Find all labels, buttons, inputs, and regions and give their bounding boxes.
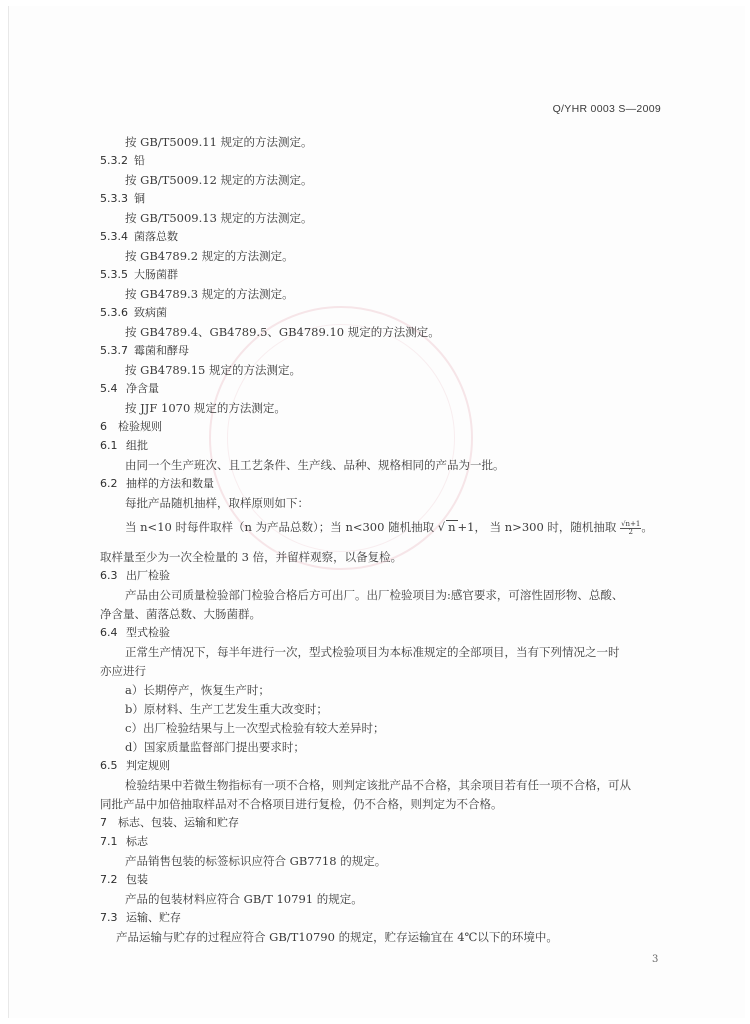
list-item: a）长期停产，恢复生产时；: [125, 683, 270, 697]
body-line: 按 GB/T5009.13 规定的方法测定。: [125, 211, 313, 225]
section-heading: 6.2 抽样的方法和数量: [100, 477, 214, 490]
chapter-heading: 7 标志、包装、运输和贮存: [100, 816, 239, 829]
section-heading: 5.3.5 大肠菌群: [100, 268, 178, 281]
body-line: 产品由公司质量检验部门检验合格后方可出厂。出厂检验项目为:感官要求，可溶性固形物、总酸、: [125, 588, 624, 602]
list-item: d）国家质量监督部门提出要求时；: [125, 740, 305, 754]
section-heading: 5.3.7 霉菌和酵母: [100, 344, 189, 357]
section-heading: 5.3.4 菌落总数: [100, 230, 178, 243]
page-number: 3: [652, 954, 659, 965]
body-line: 正常生产情况下，每半年进行一次，型式检验项目为本标准规定的全部项目，当有下列情况之一时: [125, 645, 620, 659]
section-heading: 5.3.2 铅: [100, 154, 145, 167]
section-heading: 5.3.6 致病菌: [100, 306, 167, 319]
list-item: c）出厂检验结果与上一次型式检验有较大差异时；: [125, 721, 385, 735]
list-item: b）原材料、生产工艺发生重大改变时；: [125, 702, 328, 716]
body-line: 按 GB/T5009.11 规定的方法测定。: [125, 135, 313, 149]
section-heading: 7.2 包装: [100, 873, 148, 886]
chapter-heading: 6 检验规则: [100, 420, 162, 433]
body-line: 亦应进行: [100, 664, 146, 678]
section-heading: 5.3.3 铜: [100, 192, 145, 205]
section-heading: 6.4 型式检验: [100, 626, 170, 639]
body-line: 按 GB4789.3 规定的方法测定。: [125, 287, 294, 301]
section-heading: 6.5 判定规则: [100, 759, 170, 772]
body-line: 每批产品随机抽样，取样原则如下：: [125, 496, 309, 510]
document-page: [8, 6, 745, 1018]
body-line: 净含量、菌落总数、大肠菌群。: [100, 607, 261, 621]
sampling-formula: 当 n<10 时每件取样（n 为产品总数）；当 n<300 随机抽取 √ n +1， 当 n>300 时，随机抽取 $\frac{√n+1}{2}$ 。: [125, 519, 653, 536]
body-line: 检验结果中若微生物指标有一项不合格，则判定该批产品不合格，其余项目若有任一项不合格，可从: [125, 778, 631, 792]
body-line: 由同一个生产班次、且工艺条件、生产线、品种、规格相同的产品为一批。: [125, 458, 505, 472]
body-line: 按 GB4789.4、GB4789.5、GB4789.10 规定的方法测定。: [125, 325, 440, 339]
section-heading: 7.1 标志: [100, 835, 148, 848]
section-heading: 6.1 组批: [100, 439, 148, 452]
body-line: 产品销售包装的标签标识应符合 GB7718 的规定。: [125, 854, 387, 868]
body-line: 按 JJF 1070 规定的方法测定。: [125, 401, 286, 415]
body-line: 按 GB/T5009.12 规定的方法测定。: [125, 173, 313, 187]
section-heading: 7.3 运输、贮存: [100, 911, 181, 924]
body-line: 按 GB4789.2 规定的方法测定。: [125, 249, 294, 263]
fraction: $\frac{√n+1}{2}$: [621, 519, 641, 536]
body-line: 取样量至少为一次全检量的 3 倍，并留样观察，以备复检。: [100, 550, 403, 564]
document-id: Q/YHR 0003 S—2009: [552, 103, 661, 115]
body-line: 产品运输与贮存的过程应符合 GB/T10790 的规定，贮存运输宜在 4℃以下的环境中。: [116, 930, 558, 944]
body-line: 按 GB4789.15 规定的方法测定。: [125, 363, 302, 377]
body-line: 同批产品中加倍抽取样品对不合格项目进行复检，仍不合格，则判定为不合格。: [100, 797, 503, 811]
section-heading: 6.3 出厂检验: [100, 569, 170, 582]
section-heading: 5.4 净含量: [100, 382, 159, 395]
body-line: 产品的包装材料应符合 GB/T 10791 的规定。: [125, 892, 363, 906]
